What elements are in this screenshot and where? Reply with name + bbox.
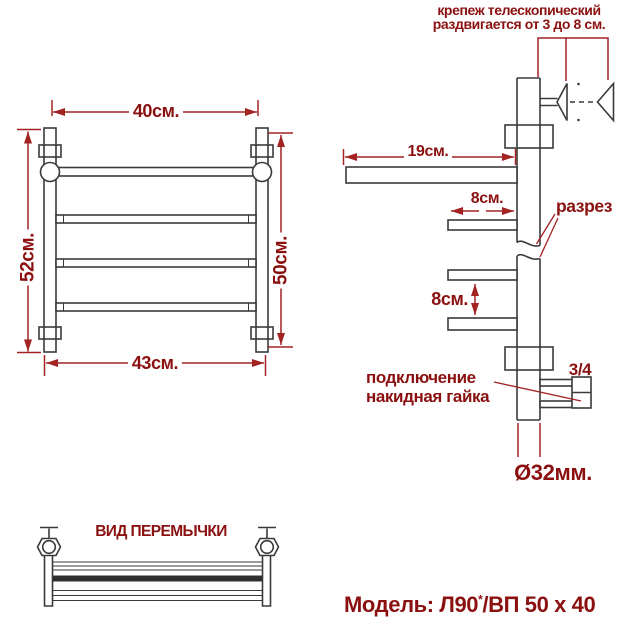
dim-bar-spacing-label: 8см. — [431, 289, 468, 309]
front-view — [17, 100, 293, 376]
connection-label-line2: накидная гайка — [366, 386, 490, 406]
mount-cone-outer — [598, 84, 614, 121]
connection-label — [366, 369, 508, 406]
model-label-asterisk: * — [478, 592, 483, 607]
telescopic-mount-note-line2: раздвигается от 3 до 8 см. — [432, 15, 606, 32]
dim-left-height-label: 52см. — [18, 229, 37, 285]
connection-label-line1: подключение — [366, 368, 476, 387]
crossbars — [56, 215, 256, 311]
riser-collar-top — [505, 125, 553, 148]
dim-shelf-depth-label: 19см. — [404, 144, 452, 161]
dim-hook-depth-label: 8см. — [470, 190, 504, 207]
riser-collar-bottom — [505, 347, 553, 370]
right-end-valve — [256, 528, 279, 607]
cut-label: разрез — [555, 196, 613, 216]
crossbar-body — [53, 562, 262, 601]
telescopic-mount — [540, 83, 614, 122]
thread-size-label: 3/4 — [568, 360, 592, 379]
model-label — [344, 593, 595, 616]
telescopic-mount-note-line1: крепеж телескопический — [437, 2, 601, 18]
model-label-prefix: Модель: Л90 — [344, 592, 479, 617]
leg-right — [263, 556, 271, 607]
leg-left — [45, 556, 53, 607]
ball-left — [41, 163, 60, 182]
break-squiggle-bottom — [517, 255, 540, 260]
left-post — [44, 128, 56, 352]
riser-pipe — [517, 78, 540, 420]
crossbar-view-title: ВИД ПЕРЕМЫЧКИ — [95, 523, 227, 540]
left-end-valve — [38, 528, 61, 607]
model-label-suffix: /ВП 50 х 40 — [482, 592, 596, 617]
dim-top-width-label: 40см. — [129, 102, 183, 121]
dim-right-height-label: 50см. — [272, 232, 291, 288]
shelf-bar — [346, 167, 517, 183]
top-rail — [56, 168, 256, 177]
dim-bottom-width-label: 43см. — [128, 354, 182, 373]
telescopic-mount-note — [420, 4, 618, 31]
connection-union — [540, 377, 591, 408]
hook-bar-2 — [448, 270, 517, 280]
telescopic-span-lines — [538, 38, 608, 81]
hook-bar-3 — [448, 318, 517, 330]
ball-right — [253, 163, 272, 182]
hook-bar-1 — [448, 220, 517, 230]
right-post — [256, 128, 268, 352]
pipe-diameter-label: Ø32мм. — [514, 460, 592, 485]
mount-cone-inner — [557, 84, 567, 121]
